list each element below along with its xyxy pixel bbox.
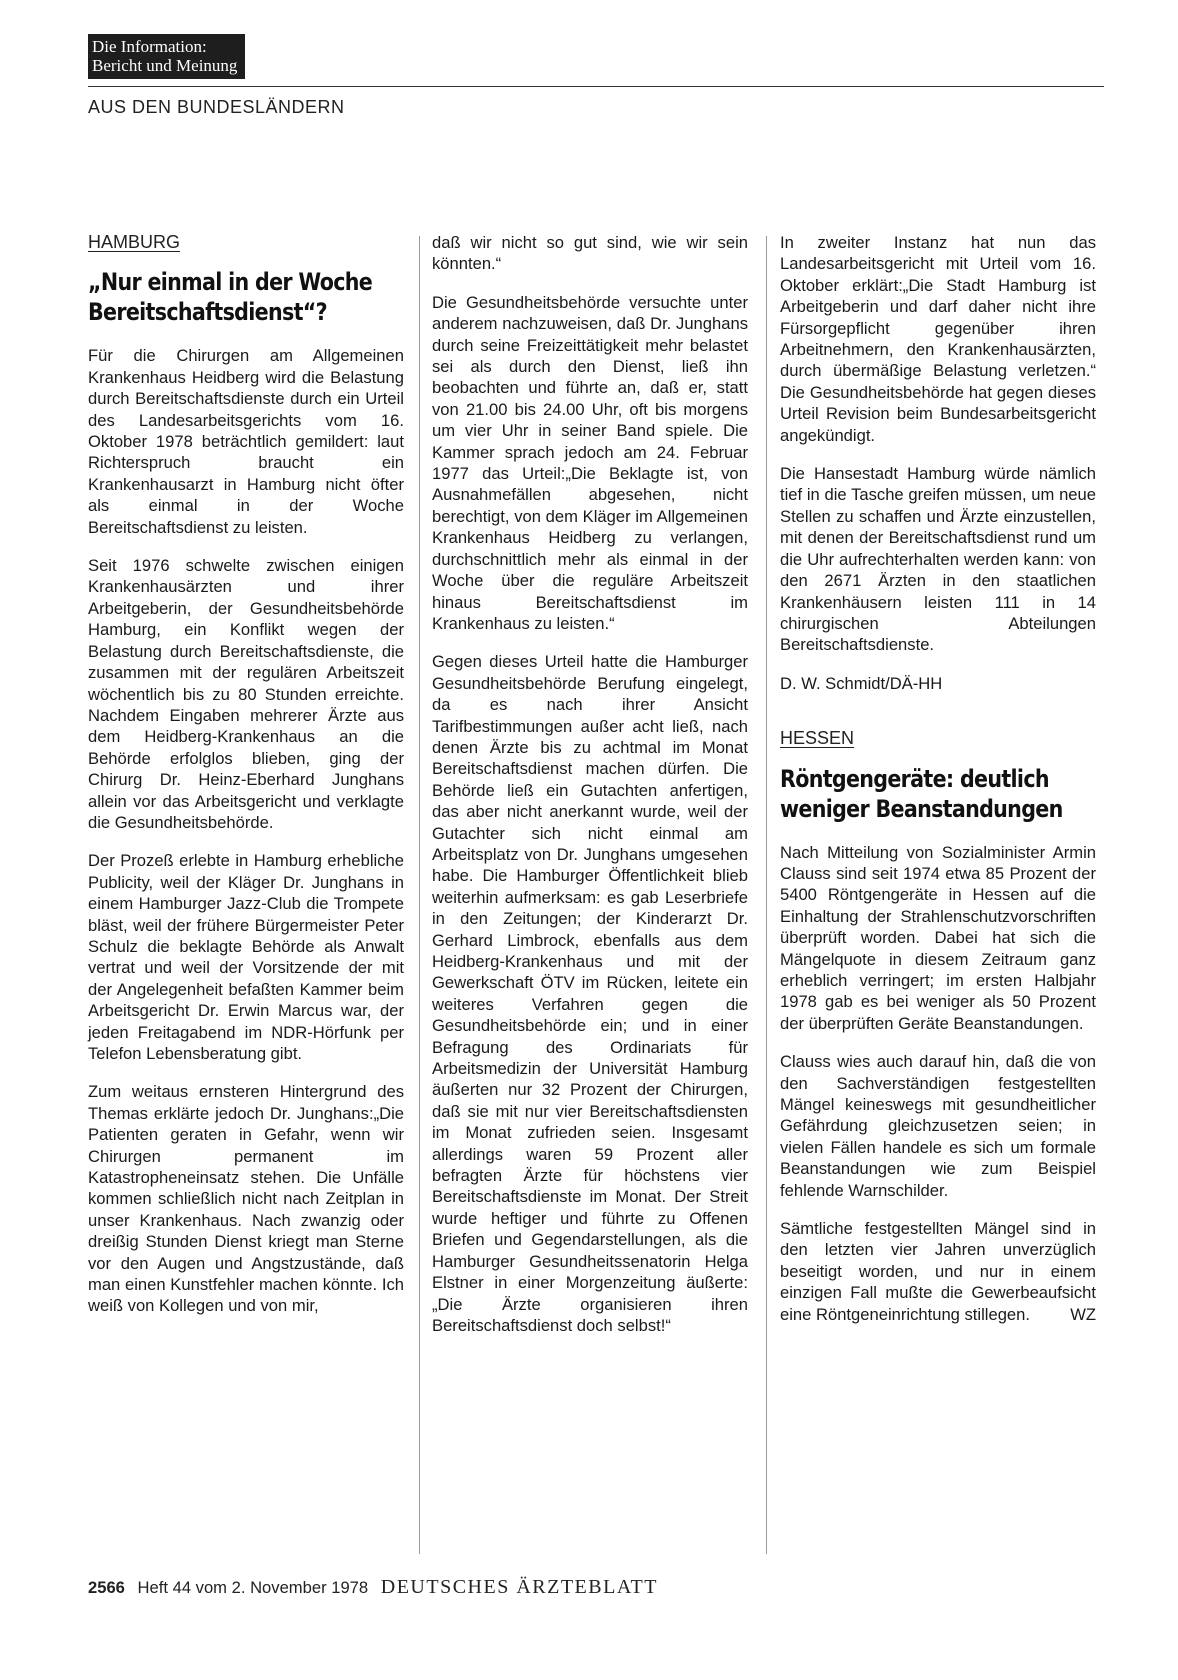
region-hessen: HESSEN [780, 728, 855, 749]
paragraph: Nach Mitteilung von Sozialminister Armin Clauss sind seit 1974 etwa 85 Prozent der 5400 Röntgengeräte in Hessen auf die Einhaltung der Strahlenschutzvorschriften überprüft worden. Dabei hat sich die Mängelquote in diesem Zeitraum ganz erheblich verringert; im ersten Halbjahr 1978 gab es bei weniger als 50 Prozent der überprüften Geräte Beanstandungen. [780, 842, 1096, 1033]
headline-hessen: Röntgengeräte: deutlich weniger Beanstandungen [780, 764, 1063, 823]
masthead-line-2: Bericht und Meinung [92, 56, 238, 75]
paragraph: Gegen dieses Urteil hatte die Hamburger Gesundheitsbehörde Berufung eingelegt, da es nach ihrer Ansicht Tarifbestimmungen außer acht ließ, nach denen Ärzte bis zu achtmal im Monat Bereitschaftsdienst machen dürfen. Die Behörde ließ ein Gutachten anfertigen, das aber nicht anerkannt wurde, weil der Gutachter sich nicht einmal am Arbeitsplatz von Dr. Junghans umgesehen habe. Die Hamburger Öffentlichkeit blieb weiterhin aufmerksam: es gab Leserbriefe in den Zeitungen; der Kinderarzt Dr. Gerhard Limbrock, ebenfalls aus dem Heidberg-Krankenhaus und mit der Gewerkschaft ÖTV im Rücken, leitete ein weiteres Verfahren gegen die Gesundheitsbehörde ein; und in einer Befragung des Ordinariats für Arbeitsmedizin der Universität Hamburg äußerten nur 32 Prozent der Chirurgen, daß sie mit nur vier Bereitschaftsdiensten im Monat zufrieden seien. Insgesamt allerdings waren 59 Prozent aller befragten Ärzte für höchstens vier Bereitschaftsdienste im Monat. Der Streit wurde heftiger und führte zu Offenen Briefen und Gegendarstellungen, als die Hamburger Gesundheitssenatorin Helga Elstner in einer Morgenzeitung äußerte:„Die Ärzte organisieren ihren Bereitschaftsdienst doch selbst!“ [432, 652, 748, 1335]
paragraph: Zum weitaus ernsteren Hintergrund des Themas erklärte jedoch Dr. Junghans:„Die Patienten geraten in Gefahr, wenn wir Chirurgen permanent im Katastropheneinsatz stehen. Die Unfälle kommen schließlich nicht nach Zeitplan in unser Krankenhaus. Nach zwanzig oder dreißig Stunden Dienst kriegt man Sterne vor den Augen und Angstzustände, daß man einen Kunstfehler machen könnte. Ich weiß von Kollegen und von mir, [88, 1082, 404, 1316]
paragraph: Die Hansestadt Hamburg würde nämlich tief in die Tasche greifen müssen, um neue Stellen zu schaffen und Ärzte einzustellen, mit denen der Bereitschaftsdienst rund um die Uhr aufrechterhalten werden kann: von den 2671 Ärzten in den staatlichen Krankenhäusern leisten 111 in 14 chirurgischen Abteilungen Bereitschaftsdienste. [780, 464, 1096, 655]
region-hamburg: HAMBURG [88, 232, 181, 252]
issue-info: Heft 44 vom 2. November 1978 [137, 1578, 369, 1597]
paragraph: Die Gesundheitsbehörde versuchte unter anderem nachzuweisen, daß Dr. Junghans durch seine Freizeittätigkeit mehr belastet sei als durch den Dienst, ließ ihn beobachten und führte an, daß er, statt von 21.00 bis 24.00 Uhr, oft bis morgens um vier Uhr in seiner Band spiele. Die Kammer sprach jedoch am 24. Februar 1977 das Urteil:„Die Beklagte ist, von Ausnahmefällen abgesehen, nicht berechtigt, von dem Kläger im Allgemeinen Krankenhaus Heidberg zu verlangen, durchschnittlich mehr als einmal in der Woche über die reguläre Arbeitszeit hinaus Bereitschaftsdienst im Krankenhaus zu leisten.“ [432, 292, 748, 633]
paragraph: Clauss wies auch darauf hin, daß die von den Sachverständigen festgestellten Mängel keineswegs mit gesundheitlicher Gefährdung gleichzusetzen seien; in vielen Fällen handele es sich um formale Beanstandungen wie zum Beispiel fehlende Warnschilder. [780, 1052, 1096, 1200]
author-signature-wz: WZ [1070, 1304, 1096, 1324]
headline-hamburg: „Nur einmal in der Woche Bereitschaftsdienst“? [88, 268, 373, 327]
column-2 [432, 232, 748, 1353]
masthead-line-1: Die Information: [92, 37, 207, 56]
column-1 [88, 232, 404, 1334]
masthead [88, 34, 245, 79]
page-number: 2566 [88, 1578, 125, 1597]
section-heading: AUS DEN BUNDESLÄNDERN [88, 97, 345, 117]
top-rule [88, 86, 1104, 87]
paragraph: daß wir nicht so gut sind, wie wir sein könnten.“ [432, 233, 748, 274]
column-divider-2 [766, 236, 767, 1554]
column-divider-1 [419, 236, 420, 1554]
paragraph: Der Prozeß erlebte in Hamburg erhebliche Publicity, weil der Kläger Dr. Junghans in einem Hamburger Jazz-Club die Trompete bläst, weil der frühere Bürgermeister Peter Schulz die beklagte Behörde als Anwalt vertrat und weil der Vorsitzende der mit der Angelegenheit befaßten Kammer beim Arbeitsgericht Dr. Erwin Marcus war, der jeden Freitagabend im NDR-Hörfunk per Telefon Lebensberatung gibt. [88, 851, 404, 1063]
paragraph: Für die Chirurgen am Allgemeinen Krankenhaus Heidberg wird die Belastung durch Bereitschaftsdienste durch ein Urteil des Landesarbeitsgerichts vom 16. Oktober 1978 beträchtlich gemildert: laut Richterspruch braucht ein Krankenhausarzt in Hamburg nicht öfter als einmal in der Woche Bereitschaftsdienst zu leisten. [88, 346, 404, 537]
paragraph: In zweiter Instanz hat nun das Landesarbeitsgericht mit Urteil vom 16. Oktober erklärt:„Die Stadt Hamburg ist Arbeitgeberin und darf daher nicht ihre Fürsorgepflicht gegenüber ihren Arbeitnehmern, den Krankenhausärzten, durch übermäßige Belastung verletzen.“ Die Gesundheitsbehörde hat gegen dieses Urteil Revision beim Bundesarbeitsgericht angekündigt. [780, 233, 1096, 445]
page-footer [88, 1576, 658, 1599]
author-signature: D. W. Schmidt/DÄ-HH [780, 673, 943, 693]
paragraph-text: Sämtliche festgestellten Mängel sind in den letzten vier Jahren unverzüglich beseitigt worden, und nur in einem einzigen Fall mußte die Gewerbeaufsicht eine Röntgeneinrichtung stillegen. [780, 1219, 1096, 1324]
paragraph-last [780, 1218, 1096, 1325]
column-3 [780, 232, 1096, 1342]
paragraph: Seit 1976 schwelte zwischen einigen Krankenhausärzten und ihrer Arbeitgeberin, der Gesundheitsbehörde Hamburg, ein Konflikt wegen der Belastung durch Bereitschaftsdienste, die zusammen mit der regulären Arbeitszeit wöchentlich bis zu 80 Stunden erreichte. Nachdem Eingaben mehrerer Ärzte aus dem Heidberg-Krankenhaus an die Behörde erfolglos blieben, ging der Chirurg Dr. Heinz-Eberhard Junghans allein vor das Arbeitsgericht und verklagte die Gesundheitsbehörde. [88, 556, 404, 832]
publication-name: DEUTSCHES ÄRZTEBLATT [380, 1576, 658, 1598]
